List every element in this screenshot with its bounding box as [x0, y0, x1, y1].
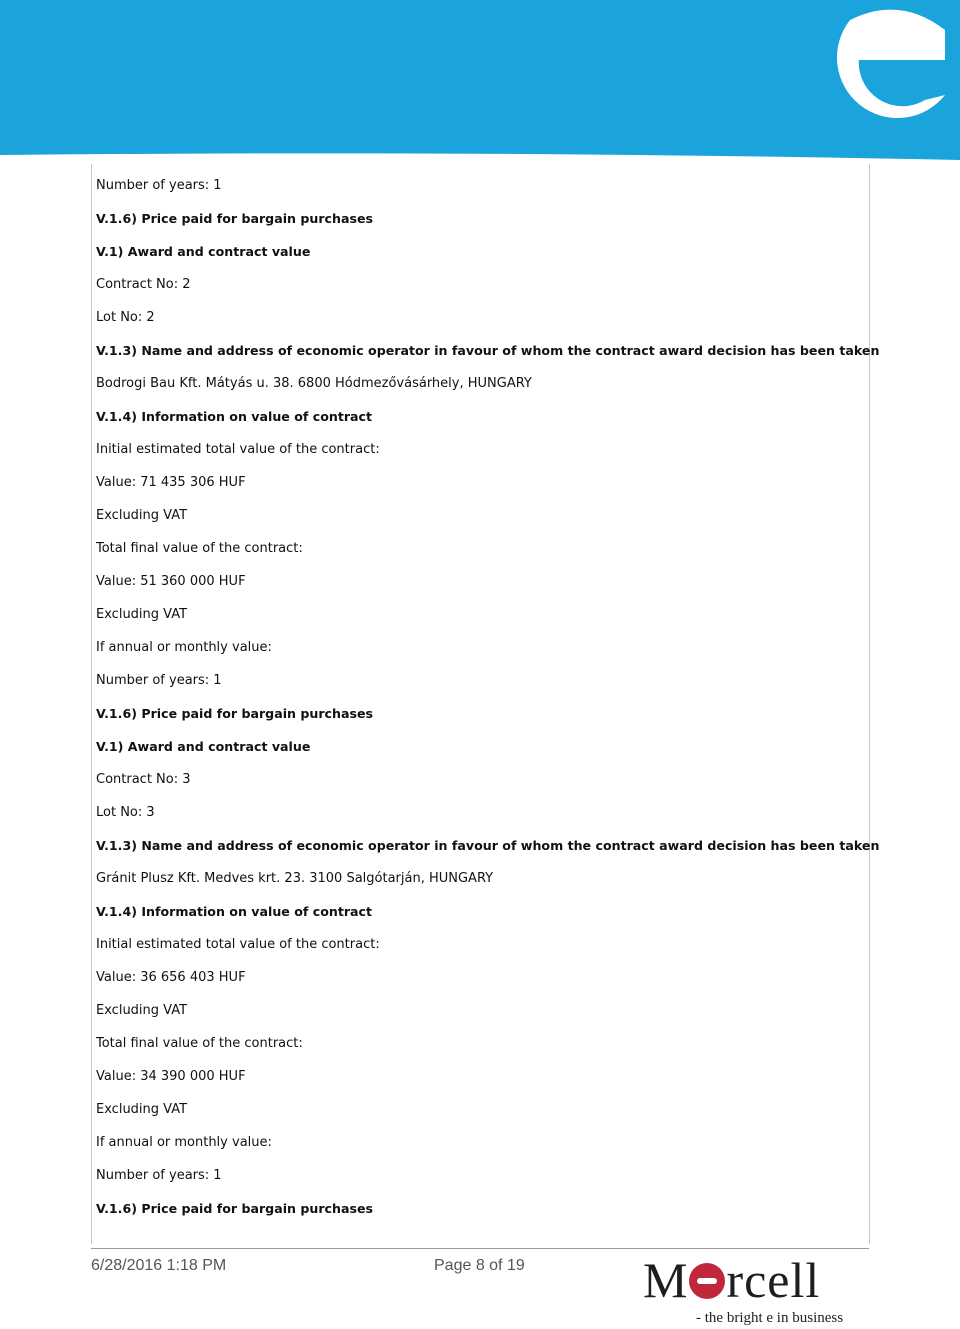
body-text-line: Excluding VAT: [96, 607, 188, 622]
body-text-line: Value: 36 656 403 HUF: [96, 970, 246, 985]
logo-wordmark: M rcell: [643, 1252, 821, 1308]
section-heading: V.1.3) Name and address of economic operator in favour of whom the contract award decision has been taken: [96, 838, 880, 853]
body-text-line: Number of years: 1: [96, 673, 222, 688]
section-heading: V.1) Award and contract value: [96, 244, 311, 259]
body-text-line: Gránit Plusz Kft. Medves krt. 23. 3100 Salgótarján, HUNGARY: [96, 871, 494, 886]
body-text-line: Lot No: 2: [96, 310, 155, 325]
body-text-line: If annual or monthly value:: [96, 640, 272, 655]
body-text-line: Value: 51 360 000 HUF: [96, 574, 246, 589]
body-text-line: Value: 34 390 000 HUF: [96, 1069, 246, 1084]
logo-e-icon: [689, 1263, 725, 1299]
body-text-line: Excluding VAT: [96, 1102, 188, 1117]
body-text-line: Total final value of the contract:: [96, 1036, 303, 1051]
body-text-line: Excluding VAT: [96, 1003, 188, 1018]
section-heading: V.1) Award and contract value: [96, 739, 311, 754]
footer-divider: [91, 1248, 869, 1249]
section-heading: V.1.6) Price paid for bargain purchases: [96, 211, 374, 226]
body-text-line: Excluding VAT: [96, 508, 188, 523]
body-text-line: Value: 71 435 306 HUF: [96, 475, 246, 490]
section-heading: V.1.4) Information on value of contract: [96, 904, 373, 919]
logo-tagline: - the bright e in business: [696, 1310, 844, 1326]
marcell-logo: [643, 1250, 873, 1328]
body-text-line: Number of years: 1: [96, 178, 222, 193]
document-body: [96, 177, 880, 1233]
header-banner: [0, 0, 960, 160]
body-text-line: Total final value of the contract:: [96, 541, 303, 556]
body-text-line: Initial estimated total value of the contract:: [96, 937, 380, 952]
section-heading: V.1.6) Price paid for bargain purchases: [96, 706, 374, 721]
body-text-line: If annual or monthly value:: [96, 1135, 272, 1150]
body-text-line: Initial estimated total value of the contract:: [96, 442, 380, 457]
body-text-line: Bodrogi Bau Kft. Mátyás u. 38. 6800 Hódmezővásárhely, HUNGARY: [96, 376, 532, 391]
footer-page-number: Page 8 of 19: [434, 1257, 525, 1274]
section-heading: V.1.6) Price paid for bargain purchases: [96, 1201, 374, 1216]
footer-date: 6/28/2016 1:18 PM: [91, 1257, 227, 1274]
body-text-line: Lot No: 3: [96, 805, 155, 820]
section-heading: V.1.4) Information on value of contract: [96, 409, 373, 424]
body-text-line: Contract No: 2: [96, 277, 191, 292]
body-text-line: Number of years: 1: [96, 1168, 222, 1183]
section-heading: V.1.3) Name and address of economic operator in favour of whom the contract award decision has been taken: [96, 343, 880, 358]
body-text-line: Contract No: 3: [96, 772, 191, 787]
